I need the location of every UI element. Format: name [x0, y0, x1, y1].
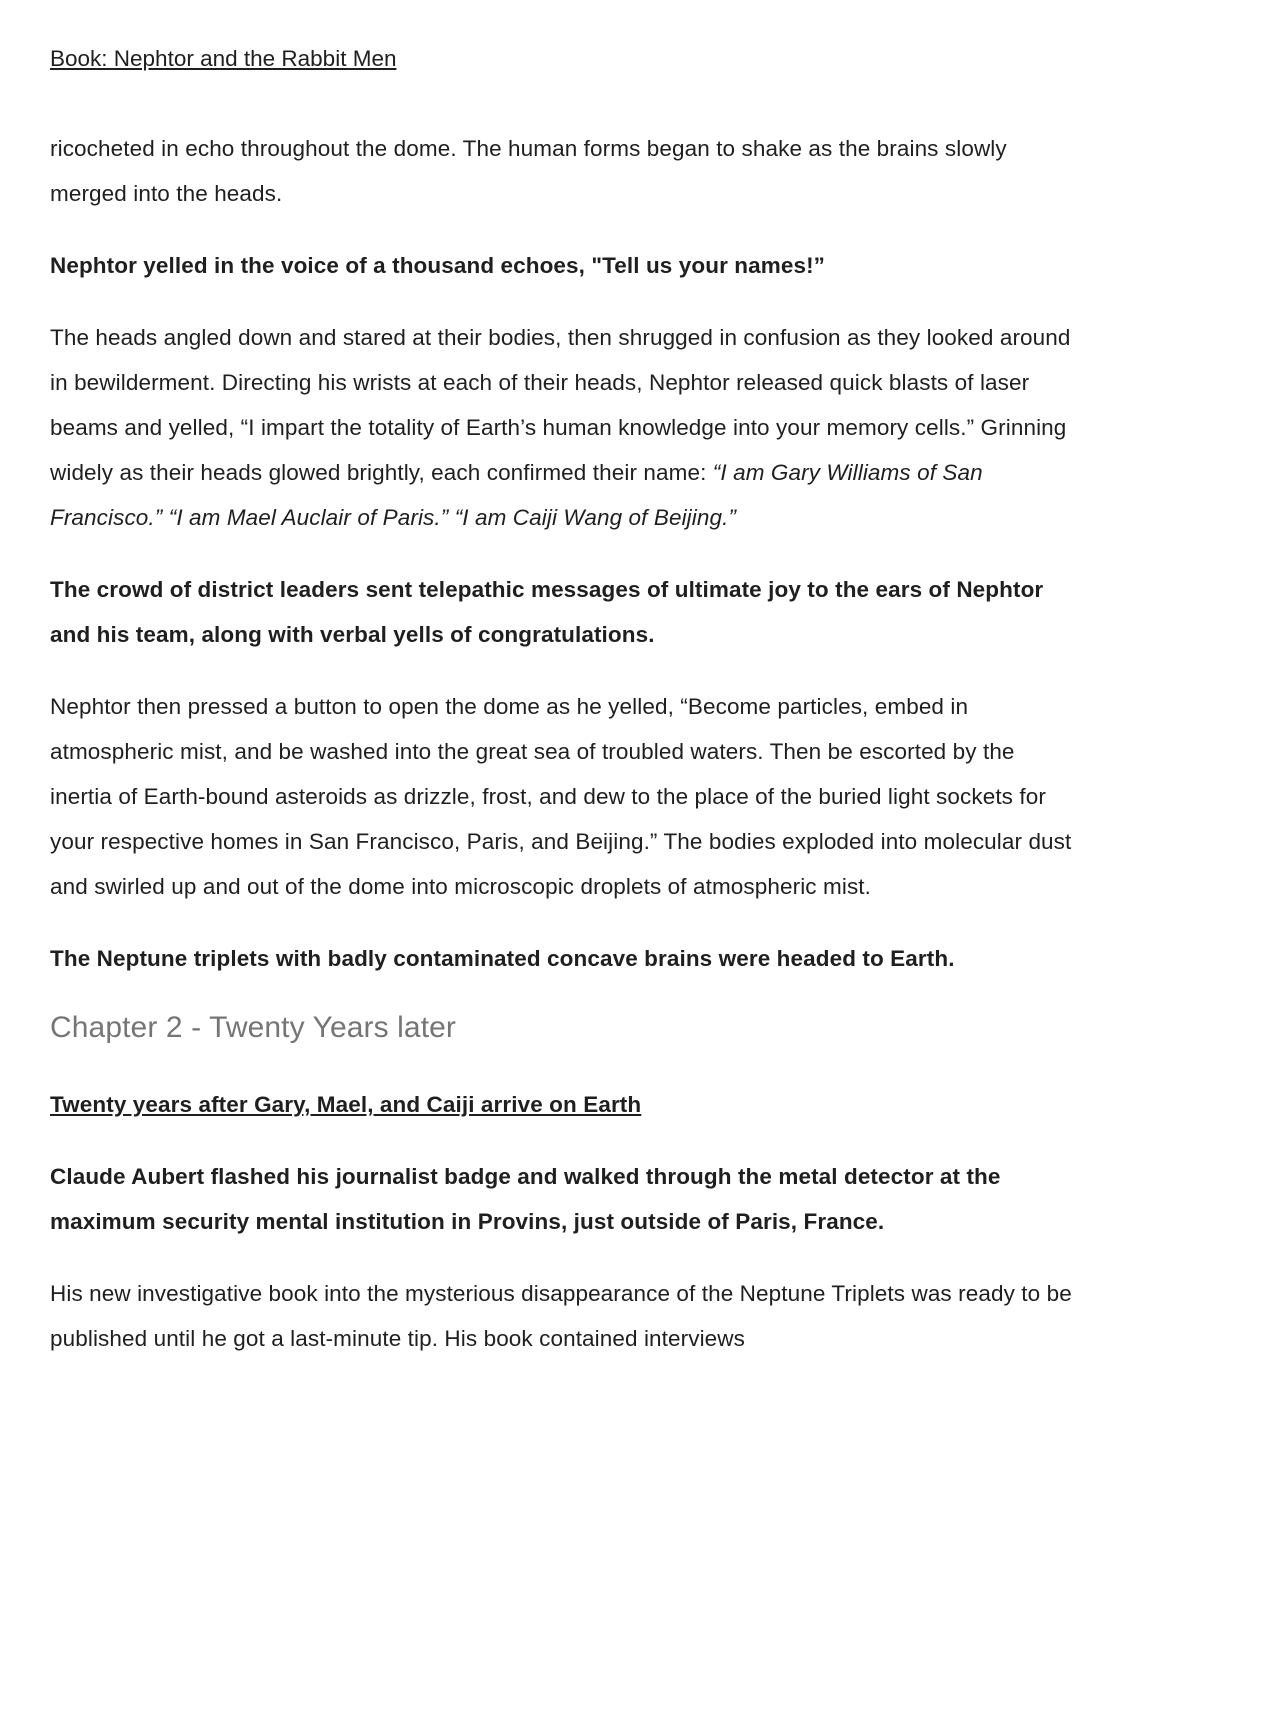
paragraph	[50, 243, 1072, 288]
text-run: The crowd of district leaders sent telepathic messages of ultimate joy to the ears of Nephtor and his team, along with verbal yells of congratulations.	[50, 577, 1044, 647]
text-run: The Neptune triplets with badly contaminated concave brains were headed to Earth.	[50, 946, 955, 971]
text-run: His new investigative book into the mysterious disappearance of the Neptune Triplets was ready to be published until he got a last-minute tip. His book contained interviews	[50, 1281, 1072, 1351]
paragraph	[50, 1271, 1072, 1361]
paragraph	[50, 1154, 1072, 1244]
text-run: “I am Gary Williams of San Francisco.” “I am Mael Auclair of Paris.” “I am Caiji Wang of Beijing.”	[50, 460, 983, 530]
paragraph	[50, 936, 1072, 981]
paragraph	[50, 1082, 1072, 1127]
text-run: The heads angled down and stared at their bodies, then shrugged in confusion as they looked around in bewilderment. Directing his wrists at each of their heads, Nephtor released quick blasts of laser beams and yelled, “I impart the totality of Earth’s human knowledge into your memory cells.” Grinning widely as their heads glowed brightly, each confirmed their name:	[50, 325, 1071, 485]
text-run: Chapter 2 - Twenty Years later	[50, 1011, 457, 1044]
paragraph	[50, 684, 1072, 909]
document-title: Book: Nephtor and the Rabbit Men	[50, 46, 397, 71]
text-run: Nephtor yelled in the voice of a thousand echoes, "Tell us your names!”	[50, 253, 826, 278]
paragraph	[50, 567, 1072, 657]
document-body	[50, 126, 1072, 1361]
document-content	[50, 44, 1072, 1361]
text-run: ricocheted in echo throughout the dome. The human forms began to shake as the brains slowly merged into the heads.	[50, 136, 1007, 206]
paragraph	[50, 315, 1072, 540]
paragraph	[50, 126, 1072, 216]
text-run: Twenty years after Gary, Mael, and Caiji arrive on Earth	[50, 1092, 642, 1117]
text-run: Claude Aubert flashed his journalist badge and walked through the metal detector at the maximum security mental institution in Provins, just outside of Paris, France.	[50, 1164, 1001, 1234]
text-run: Nephtor then pressed a button to open the dome as he yelled, “Become particles, embed in atmospheric mist, and be washed into the great sea of troubled waters. Then be escorted by the inertia of Earth-bound asteroids as drizzle, frost, and dew to the place of the buried light sockets for your respective homes in San Francisco, Paris, and Beijing.” The bodies exploded into molecular dust and swirled up and out of the dome into microscopic droplets of atmospheric mist.	[50, 694, 1072, 899]
chapter-heading	[50, 1008, 1072, 1048]
